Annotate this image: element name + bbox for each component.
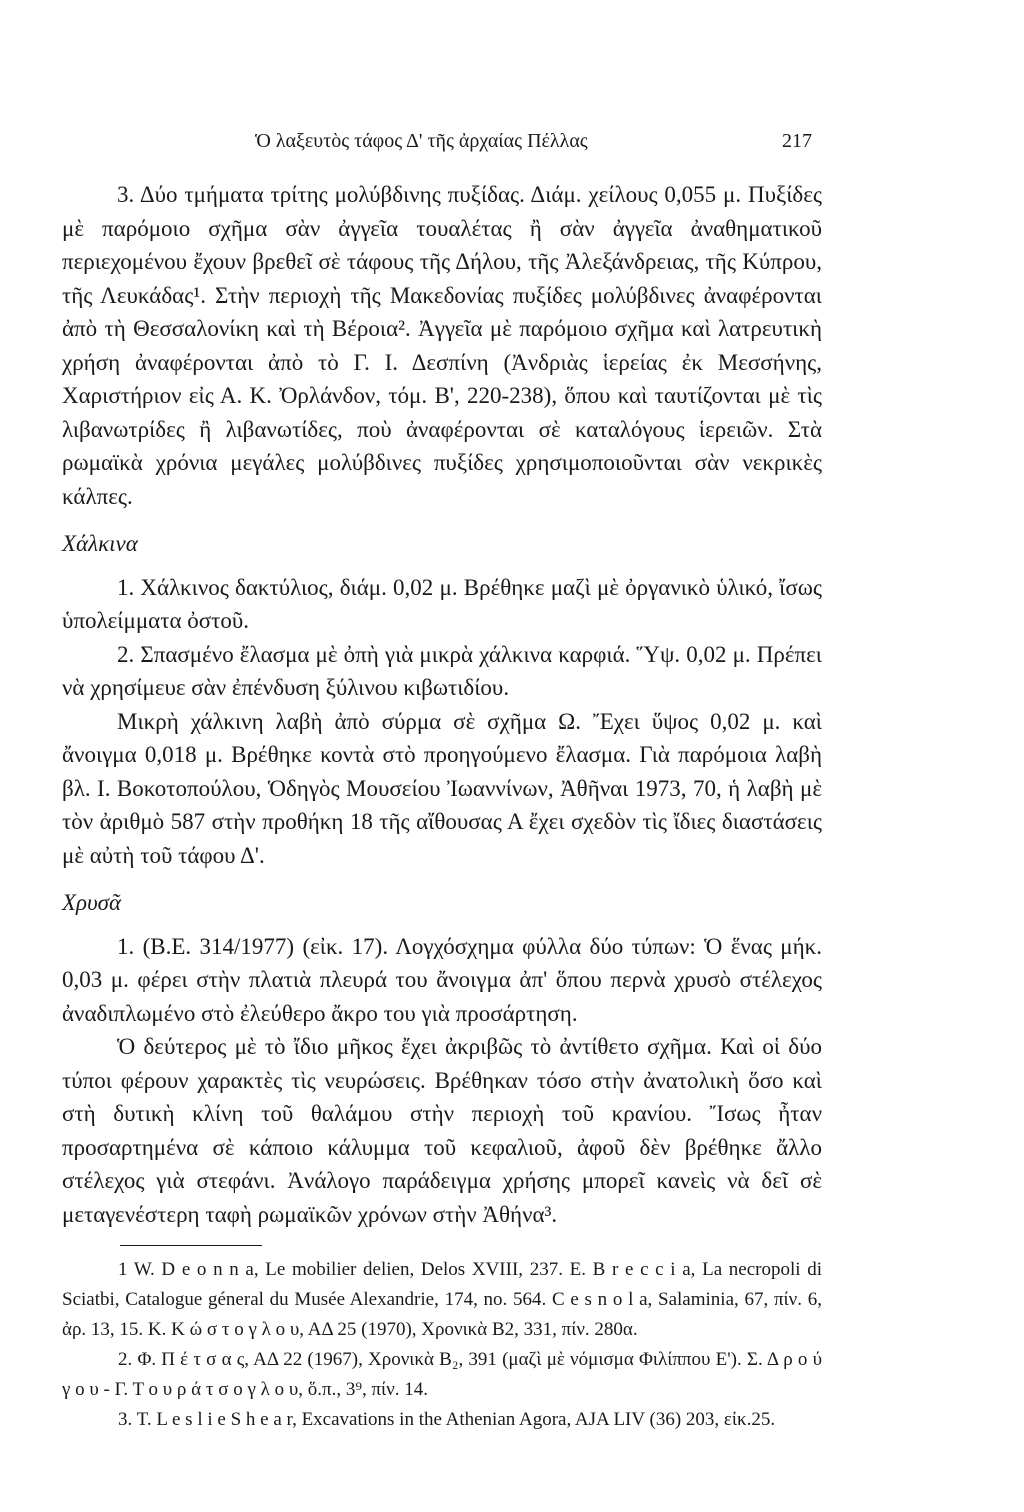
item-bronze-ring: 1. Χάλκινος δακτύλιος, διάμ. 0,02 μ. Βρέθηκε μαζὶ μὲ ὀργανικὸ ὑλικό, ἴσως ὑπολείμματα ὀστοῦ.: [62, 574, 822, 633]
running-title: Ὁ λαξευτὸς τάφος Δ' τῆς ἀρχαίας Πέλλας: [255, 130, 588, 152]
footnotes: [62, 1255, 822, 1435]
footnote-3: 3. T. L e s l i e S h e a r, Excavations in the Athenian Agora, AJA LIV (36) 203, εἰκ.25.: [118, 1409, 776, 1430]
item-bronze-sheet: 2. Σπασμένο ἔλασμα μὲ ὀπὴ γιὰ μικρὰ χάλκινα καρφιά. Ὕψ. 0,02 μ. Πρέπει νὰ χρησίμευε σὰν ἐπένδυση ξύλινου κιβωτιδίου.: [62, 641, 822, 700]
page-number: 217: [782, 130, 812, 152]
body-text: [62, 178, 822, 1231]
footnote-divider: [120, 1245, 262, 1246]
item-gold-leaves-second-type: Ὁ δεύτερος μὲ τὸ ἴδιο μῆκος ἔχει ἀκριβῶς τὸ ἀντίθετο σχῆμα. Καὶ οἱ δύο τύποι φέρουν χαρακτὲς τὶς νευρώσεις. Βρέθηκαν τόσο στὴν ἀνατολικὴ ὅσο καὶ στὴ δυτικὴ κλίνη τοῦ θαλάμου στὴν περιοχὴ τοῦ κρανίου. Ἴσως ἦταν προσαρτημένα σὲ κάποιο κάλυμμα τοῦ κεφαλιοῦ, ἀφοῦ δὲν βρέθηκε ἄλλο στέλεχος γιὰ στεφάνι. Ἀνάλογο παράδειγμα χρήσης μπορεῖ κανεὶς νὰ δεῖ σὲ μεταγενέστερη ταφὴ ρωμαϊκῶν χρόνων στὴν Ἀθήνα³.: [62, 1034, 822, 1227]
paragraph-pyxides: 3. Δύο τμήματα τρίτης μολύβδινης πυξίδας. Διάμ. χείλους 0,055 μ. Πυξίδες μὲ παρόμοιο σχῆμα σὰν ἀγγεῖα τουαλέτας ἢ σὰν ἀγγεῖα ἀναθηματικοῦ περιεχομένου ἔχουν βρεθεῖ σὲ τάφους τῆς Δήλου, τῆς Ἀλεξάνδρειας, τῆς Κύπρου, τῆς Λευκάδας¹. Στὴν περιοχὴ τῆς Μακεδονίας πυξίδες μολύβδινες ἀναφέρονται ἀπὸ τὴ Θεσσαλονίκη καὶ τὴ Βέροια². Ἀγγεῖα μὲ παρόμοιο σχῆμα καὶ λατρευτικὴ χρήση ἀναφέρονται ἀπὸ τὸ Γ. Ι. Δεσπίνη (Ἀνδριὰς ἱερείας ἐκ Μεσσήνης, Χαριστήριον εἰς Α. Κ. Ὀρλάνδον, τόμ. Β', 220-238), ὅπου καὶ ταυτίζονται μὲ τὶς λιβανωτρίδες ἢ λιβανωτίδες, ποὺ ἀναφέρονται σὲ καταλόγους ἱερειῶν. Στὰ ρωμαϊκὰ χρόνια μεγάλες μολύβδινες πυξίδες χρησιμοποιοῦνται σὰν νεκρικὲς κάλπες.: [62, 182, 822, 509]
item-gold-leaves: 1. (Β.Ε. 314/1977) (εἰκ. 17). Λογχόσχημα φύλλα δύο τύπων: Ὁ ἕνας μήκ. 0,03 μ. φέρει στὴν πλατιὰ πλευρά του ἄνοιγμα ἀπ' ὅπου περνὰ χρυσὸ στέλεχος ἀναδιπλωμένο στὸ ἐλεύθερο ἄκρο του γιὰ προσάρτηση.: [62, 933, 822, 1026]
footnote-1: 1 W. D e o n n a, Le mobilier delien, Delos XVIII, 237. E. B r e c c i a, La necropoli di Sciatbi, Catalogue géneral du Musée Alexandrie, 174, no. 564. C e s n o l a, Salaminia, 67, πίν. 6, ἀρ. 13, 15. Κ. Κ ώ σ τ ο γ λ ο υ, ΑΔ 25 (1970), Χρονικὰ Β2, 331, πίν. 280α.: [62, 1259, 822, 1340]
section-heading-bronze: Χάλκινα: [62, 531, 138, 556]
section-heading-gold: Χρυσᾶ: [62, 890, 122, 915]
item-bronze-handle: Μικρὴ χάλκινη λαβὴ ἀπὸ σύρμα σὲ σχῆμα Ω. Ἔχει ὕψος 0,02 μ. καὶ ἄνοιγμα 0,018 μ. Βρέθηκε κοντὰ στὸ προηγούμενο ἔλασμα. Γιὰ παρόμοια λαβὴ βλ. Ι. Βοκοτοπούλου, Ὁδηγὸς Μουσείου Ἰωαννίνων, Ἀθῆναι 1973, 70, ἡ λαβὴ μὲ τὸν ἀριθμὸ 587 στὴν προθήκη 18 τῆς αἴθουσας Α ἔχει σχεδὸν τὶς ἴδιες διαστάσεις μὲ αὐτὴ τοῦ τάφου Δ'.: [62, 708, 822, 868]
footnote-2: 2. Φ. Π έ τ σ α ς, ΑΔ 22 (1967), Χρονικὰ Β₂, 391 (μαζὶ μὲ νόμισμα Φιλίππου Ε'). Σ. Δ ρ ο ύ γ ο υ - Γ. Τ ο υ ρ ά τ σ ο γ λ ο υ, ὅ.π., 3⁹, πίν. 14.: [62, 1349, 822, 1400]
